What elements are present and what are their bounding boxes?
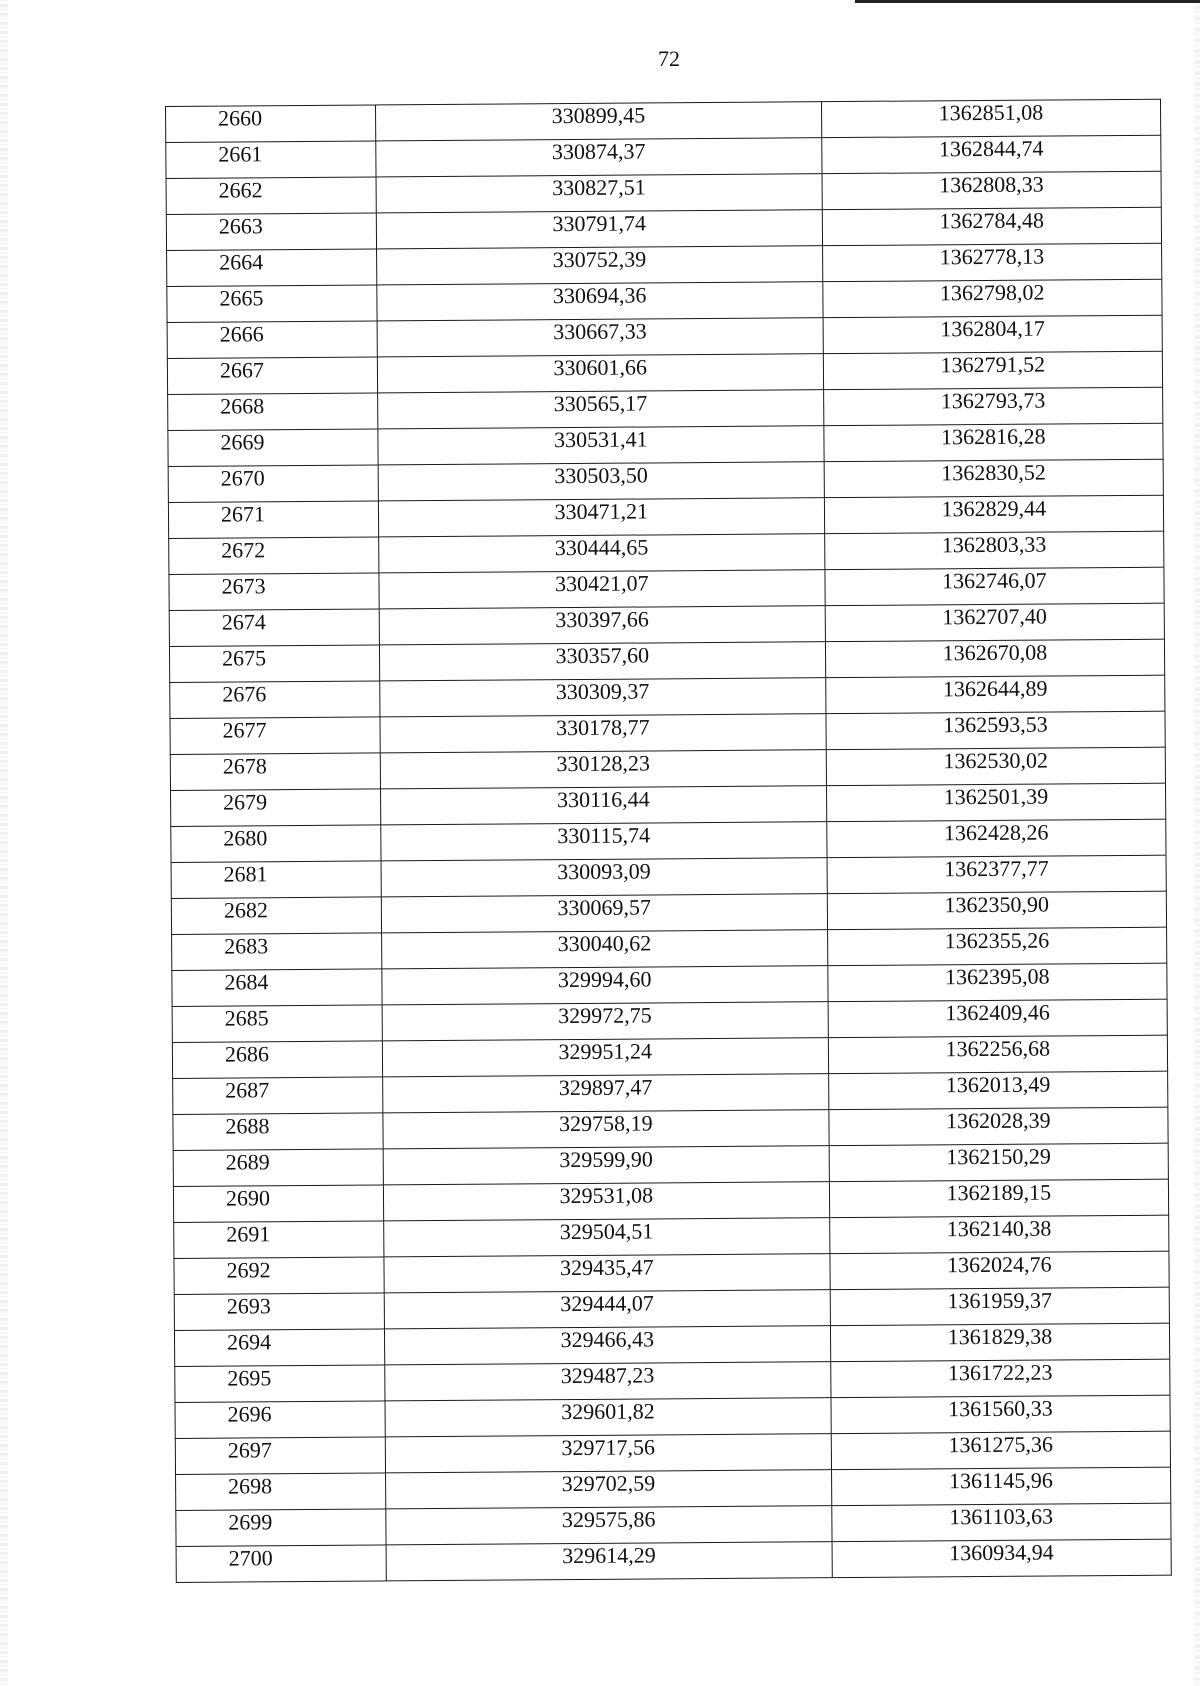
y-coordinate-cell [828, 999, 1168, 1037]
point-number-cell [166, 105, 376, 143]
y-coordinate-cell-text: 1362024,76 [947, 1251, 1052, 1277]
scan-top-line [855, 0, 1200, 3]
y-coordinate-cell-text: 1362784,48 [939, 207, 1045, 233]
point-number-cell-text: 2663 [218, 212, 263, 239]
x-coordinate-cell [381, 858, 827, 897]
point-number-cell-text: 2660 [217, 104, 263, 131]
y-coordinate-cell [824, 531, 1164, 569]
y-coordinate-cell [825, 603, 1165, 641]
y-coordinate-cell-text: 1362778,13 [939, 243, 1045, 269]
y-coordinate-cell [830, 1359, 1170, 1397]
y-coordinate-cell [828, 1035, 1168, 1073]
point-number-cell [172, 1041, 382, 1079]
y-coordinate-cell-text: 1362409,46 [945, 999, 1050, 1025]
y-coordinate-cell-text: 1361829,38 [947, 1323, 1053, 1349]
point-number-cell-text: 2691 [226, 1220, 271, 1247]
y-coordinate-cell-text: 1362256,68 [945, 1035, 1051, 1061]
y-coordinate-cell-text: 1362793,73 [940, 387, 1046, 413]
y-coordinate-cell-text: 1362798,02 [939, 279, 1045, 305]
y-coordinate-cell [823, 387, 1163, 425]
x-coordinate-cell [376, 210, 822, 249]
y-coordinate-cell [824, 423, 1164, 461]
x-coordinate-cell-text: 329466,43 [560, 1325, 655, 1352]
x-coordinate-cell [383, 1146, 829, 1185]
y-coordinate-cell [830, 1287, 1170, 1325]
point-number-cell [176, 1509, 386, 1547]
point-number-cell-text: 2676 [222, 680, 267, 707]
x-coordinate-cell-text: 330115,74 [557, 821, 651, 848]
x-coordinate-cell-text: 330128,23 [556, 749, 650, 776]
x-coordinate-cell-text: 329951,24 [558, 1037, 653, 1064]
x-coordinate-cell-text: 330503,50 [554, 461, 648, 488]
x-coordinate-cell-text: 330069,57 [557, 893, 652, 920]
point-number-cell [173, 1077, 383, 1115]
x-coordinate-cell-text: 329504,51 [559, 1217, 654, 1244]
x-coordinate-cell-text: 329758,19 [558, 1109, 653, 1136]
point-number-cell [174, 1329, 384, 1367]
x-coordinate-cell [376, 246, 822, 285]
x-coordinate-cell [383, 1182, 829, 1221]
x-coordinate-cell [386, 1542, 832, 1581]
y-coordinate-cell-text: 1362189,15 [946, 1179, 1052, 1205]
x-coordinate-cell [379, 642, 825, 681]
x-coordinate-cell-text: 330471,21 [554, 497, 649, 524]
point-number-cell-text: 2688 [225, 1112, 270, 1139]
y-coordinate-cell-text: 1362350,90 [944, 891, 1050, 917]
coordinates-table [165, 99, 1172, 1583]
y-coordinate-cell-text: 1361275,36 [948, 1431, 1054, 1457]
x-coordinate-cell-text: 330309,37 [555, 677, 650, 704]
point-number-cell [170, 681, 380, 719]
y-coordinate-cell [826, 711, 1166, 749]
y-coordinate-cell-text: 1362593,53 [943, 711, 1048, 737]
y-coordinate-cell-text: 1362808,33 [939, 171, 1044, 197]
y-coordinate-cell [827, 891, 1167, 929]
y-coordinate-cell-text: 1362428,26 [943, 819, 1049, 845]
x-coordinate-cell [378, 462, 824, 501]
point-number-cell-text: 2679 [223, 788, 268, 815]
point-number-cell [169, 537, 379, 575]
point-number-cell-text: 2669 [220, 428, 265, 455]
x-coordinate-cell-text: 330899,45 [551, 101, 646, 128]
y-coordinate-cell [828, 1071, 1168, 1109]
point-number-cell-text: 2667 [219, 356, 265, 383]
point-number-cell-text: 2678 [222, 752, 267, 779]
point-number-cell-text: 2695 [227, 1364, 272, 1391]
y-coordinate-cell-text: 1362013,49 [945, 1071, 1051, 1097]
x-coordinate-cell [383, 1110, 829, 1149]
y-coordinate-cell [830, 1251, 1170, 1289]
point-number-cell [174, 1221, 384, 1259]
point-number-cell [169, 609, 379, 647]
point-number-cell [167, 321, 377, 359]
x-coordinate-cell-text: 330565,17 [553, 389, 648, 416]
x-coordinate-cell [384, 1326, 830, 1365]
point-number-cell-text: 2666 [219, 320, 264, 347]
point-number-cell [168, 501, 378, 539]
point-number-cell-text: 2699 [228, 1508, 273, 1535]
x-coordinate-cell [382, 1002, 828, 1041]
x-coordinate-cell [377, 354, 823, 393]
x-coordinate-cell [379, 570, 825, 609]
y-coordinate-cell [823, 315, 1163, 353]
point-number-cell [169, 645, 379, 683]
x-coordinate-cell [386, 1506, 832, 1545]
point-number-cell [166, 141, 376, 179]
x-coordinate-cell [385, 1434, 831, 1473]
y-coordinate-cell-text: 1362830,52 [941, 459, 1046, 485]
y-coordinate-cell [823, 279, 1163, 317]
y-coordinate-cell [831, 1395, 1171, 1433]
y-coordinate-cell [821, 99, 1161, 137]
x-coordinate-cell-text: 329702,59 [561, 1469, 656, 1496]
y-coordinate-cell-text: 1362501,39 [943, 783, 1049, 809]
x-coordinate-cell-text: 329972,75 [558, 1001, 652, 1028]
point-number-cell [174, 1293, 384, 1331]
point-number-cell [167, 249, 377, 287]
point-number-cell [176, 1545, 386, 1583]
y-coordinate-cell-text: 1362140,38 [946, 1215, 1052, 1241]
point-number-cell [172, 1005, 382, 1043]
point-number-cell [172, 969, 382, 1007]
table-row [176, 1539, 1171, 1582]
point-number-cell-text: 2690 [225, 1184, 271, 1211]
point-number-cell-text: 2693 [226, 1292, 271, 1319]
y-coordinate-cell [830, 1323, 1170, 1361]
y-coordinate-cell [821, 135, 1161, 173]
y-coordinate-cell-text: 1361959,37 [947, 1287, 1052, 1313]
y-coordinate-cell [829, 1179, 1169, 1217]
y-coordinate-cell-text: 1362829,44 [941, 495, 1047, 521]
y-coordinate-cell-text: 1362803,33 [941, 531, 1047, 557]
page-number: 72 [658, 46, 680, 71]
y-coordinate-cell-text: 1362816,28 [940, 423, 1046, 449]
point-number-cell [175, 1401, 385, 1439]
x-coordinate-cell-text: 330827,51 [552, 173, 646, 200]
point-number-cell-text: 2692 [226, 1256, 271, 1283]
point-number-cell-text: 2700 [228, 1544, 273, 1571]
point-number-cell [175, 1437, 385, 1475]
x-coordinate-cell-text: 330874,37 [551, 137, 646, 164]
x-coordinate-cell [382, 1038, 828, 1077]
point-number-cell [171, 825, 381, 863]
point-number-cell-text: 2662 [218, 176, 263, 203]
x-coordinate-cell [378, 426, 824, 465]
point-number-cell-text: 2665 [219, 284, 264, 311]
point-number-cell-text: 2681 [223, 860, 268, 887]
y-coordinate-cell [824, 459, 1164, 497]
y-coordinate-cell-text: 1361103,63 [949, 1503, 1054, 1529]
x-coordinate-cell-text: 329599,90 [559, 1145, 653, 1172]
y-coordinate-cell-text: 1362851,08 [938, 99, 1044, 125]
y-coordinate-cell [822, 207, 1162, 245]
point-number-cell-text: 2675 [221, 644, 267, 671]
y-coordinate-cell-text: 1362670,08 [942, 639, 1048, 665]
y-coordinate-cell-text: 1362395,08 [944, 963, 1050, 989]
x-coordinate-cell [376, 138, 822, 177]
y-coordinate-cell-text: 1362530,02 [943, 747, 1049, 773]
y-coordinate-cell [822, 243, 1162, 281]
x-coordinate-cell [375, 102, 821, 141]
x-coordinate-cell [380, 714, 826, 753]
point-number-cell-text: 2664 [219, 248, 264, 275]
x-coordinate-cell [385, 1470, 831, 1509]
y-coordinate-cell-text: 1362804,17 [940, 315, 1045, 341]
x-coordinate-cell-text: 330397,66 [555, 605, 649, 632]
y-coordinate-cell [825, 639, 1165, 677]
point-number-cell-text: 2685 [224, 1004, 269, 1031]
x-coordinate-cell [377, 282, 823, 321]
point-number-cell [167, 357, 377, 395]
point-number-cell-text: 2673 [221, 572, 266, 599]
y-coordinate-cell [826, 783, 1166, 821]
point-number-cell-text: 2683 [224, 932, 269, 959]
x-coordinate-cell-text: 330178,77 [556, 713, 650, 740]
y-coordinate-cell-text: 1361145,96 [949, 1467, 1053, 1493]
x-coordinate-cell [383, 1074, 829, 1113]
x-coordinate-cell-text: 330040,62 [557, 929, 652, 956]
x-coordinate-cell-text: 329717,56 [561, 1433, 655, 1460]
x-coordinate-cell [384, 1290, 830, 1329]
point-number-cell [173, 1149, 383, 1187]
y-coordinate-cell-text: 1362355,26 [944, 927, 1050, 953]
x-coordinate-cell [382, 966, 828, 1005]
x-coordinate-cell-text: 329444,07 [560, 1289, 654, 1316]
x-coordinate-cell [376, 174, 822, 213]
x-coordinate-cell-text: 330116,44 [556, 785, 650, 812]
y-coordinate-cell-text: 1362028,39 [945, 1107, 1051, 1133]
y-coordinate-cell [828, 963, 1168, 1001]
point-number-cell-text: 2668 [220, 392, 265, 419]
x-coordinate-cell [381, 894, 827, 933]
x-coordinate-cell-text: 330752,39 [552, 245, 647, 272]
point-number-cell [170, 753, 380, 791]
x-coordinate-cell [385, 1398, 831, 1437]
point-number-cell-text: 2670 [220, 464, 265, 491]
point-number-cell-text: 2674 [221, 608, 266, 635]
x-coordinate-cell-text: 329614,29 [562, 1541, 656, 1568]
y-coordinate-cell [831, 1467, 1171, 1505]
point-number-cell-text: 2697 [227, 1436, 272, 1463]
x-coordinate-cell-text: 330444,65 [554, 533, 649, 560]
x-coordinate-cell-text: 330531,41 [553, 425, 648, 452]
x-coordinate-cell [380, 786, 826, 825]
y-coordinate-cell-text: 1362791,52 [940, 351, 1046, 377]
point-number-cell [171, 789, 381, 827]
point-number-cell-text: 2671 [220, 500, 266, 527]
x-coordinate-cell [381, 930, 827, 969]
point-number-cell [174, 1257, 384, 1295]
y-coordinate-cell [824, 495, 1164, 533]
y-coordinate-cell [831, 1431, 1171, 1469]
x-coordinate-cell [385, 1362, 831, 1401]
point-number-cell [175, 1365, 385, 1403]
y-coordinate-cell-text: 1362644,89 [942, 675, 1048, 701]
point-number-cell-text: 2694 [226, 1328, 272, 1355]
x-coordinate-cell-text: 330667,33 [553, 317, 647, 344]
x-coordinate-cell-text: 329435,47 [559, 1253, 654, 1280]
x-coordinate-cell-text: 330093,09 [557, 857, 651, 884]
y-coordinate-cell [829, 1143, 1169, 1181]
scan-edge-right [1194, 0, 1200, 1686]
point-number-cell [166, 177, 376, 215]
x-coordinate-cell [377, 318, 823, 357]
x-coordinate-cell-text: 329897,47 [558, 1073, 653, 1100]
y-coordinate-cell [829, 1215, 1169, 1253]
point-number-cell [170, 717, 380, 755]
y-coordinate-cell [823, 351, 1163, 389]
x-coordinate-cell-text: 330791,74 [552, 209, 647, 236]
point-number-cell [168, 393, 378, 431]
y-coordinate-cell-text: 1362150,29 [946, 1143, 1051, 1169]
point-number-cell [176, 1473, 386, 1511]
y-coordinate-cell [825, 675, 1165, 713]
y-coordinate-cell [822, 171, 1162, 209]
x-coordinate-cell-text: 329601,82 [561, 1397, 655, 1424]
point-number-cell [173, 1113, 383, 1151]
point-number-cell [167, 285, 377, 323]
point-number-cell-text: 2684 [224, 968, 269, 995]
x-coordinate-cell [384, 1254, 830, 1293]
point-number-cell [166, 213, 376, 251]
y-coordinate-cell [832, 1503, 1172, 1541]
y-coordinate-cell [829, 1107, 1169, 1145]
x-coordinate-cell-text: 329487,23 [560, 1361, 655, 1388]
y-coordinate-cell-text: 1361722,23 [947, 1359, 1053, 1385]
x-coordinate-cell-text: 330694,36 [552, 281, 647, 308]
y-coordinate-cell [832, 1539, 1172, 1577]
y-coordinate-cell-text: 1362377,77 [944, 855, 1049, 881]
y-coordinate-cell [827, 927, 1167, 965]
point-number-cell-text: 2686 [224, 1040, 270, 1067]
point-number-cell [171, 861, 381, 899]
y-coordinate-cell [825, 567, 1165, 605]
x-coordinate-cell-text: 330421,07 [554, 569, 649, 596]
x-coordinate-cell-text: 330357,60 [555, 641, 650, 668]
coordinates-table-body [166, 99, 1172, 1582]
x-coordinate-cell [380, 678, 826, 717]
point-number-cell [168, 465, 378, 503]
y-coordinate-cell [826, 819, 1166, 857]
point-number-cell-text: 2687 [225, 1076, 270, 1103]
x-coordinate-cell-text: 329994,60 [557, 965, 652, 992]
point-number-cell [171, 897, 381, 935]
point-number-cell [168, 429, 378, 467]
x-coordinate-cell-text: 329575,86 [561, 1505, 656, 1532]
point-number-cell-text: 2682 [223, 896, 268, 923]
x-coordinate-cell [378, 498, 824, 537]
point-number-cell-text: 2672 [221, 536, 266, 563]
y-coordinate-cell-text: 1360934,94 [949, 1539, 1054, 1565]
x-coordinate-cell [378, 390, 824, 429]
scan-edge-left [0, 0, 8, 1686]
point-number-cell [173, 1185, 383, 1223]
y-coordinate-cell-text: 1362844,74 [938, 135, 1044, 161]
x-coordinate-cell [380, 750, 826, 789]
x-coordinate-cell [381, 822, 827, 861]
point-number-cell-text: 2680 [223, 824, 268, 851]
y-coordinate-cell-text: 1362746,07 [942, 567, 1047, 593]
point-number-cell-text: 2677 [222, 716, 267, 743]
y-coordinate-cell-text: 1362707,40 [942, 603, 1047, 629]
y-coordinate-cell [826, 747, 1166, 785]
point-number-cell-text: 2696 [227, 1400, 272, 1427]
x-coordinate-cell-text: 330601,66 [553, 353, 648, 380]
point-number-cell [172, 933, 382, 971]
y-coordinate-cell [827, 855, 1167, 893]
y-coordinate-cell-text: 1361560,33 [948, 1395, 1053, 1421]
x-coordinate-cell [379, 534, 825, 573]
x-coordinate-cell-text: 329531,08 [559, 1181, 654, 1208]
point-number-cell-text: 2661 [218, 140, 263, 167]
x-coordinate-cell [379, 606, 825, 645]
point-number-cell [169, 573, 379, 611]
point-number-cell-text: 2689 [225, 1148, 270, 1175]
x-coordinate-cell [384, 1218, 830, 1257]
point-number-cell-text: 2698 [228, 1472, 273, 1499]
